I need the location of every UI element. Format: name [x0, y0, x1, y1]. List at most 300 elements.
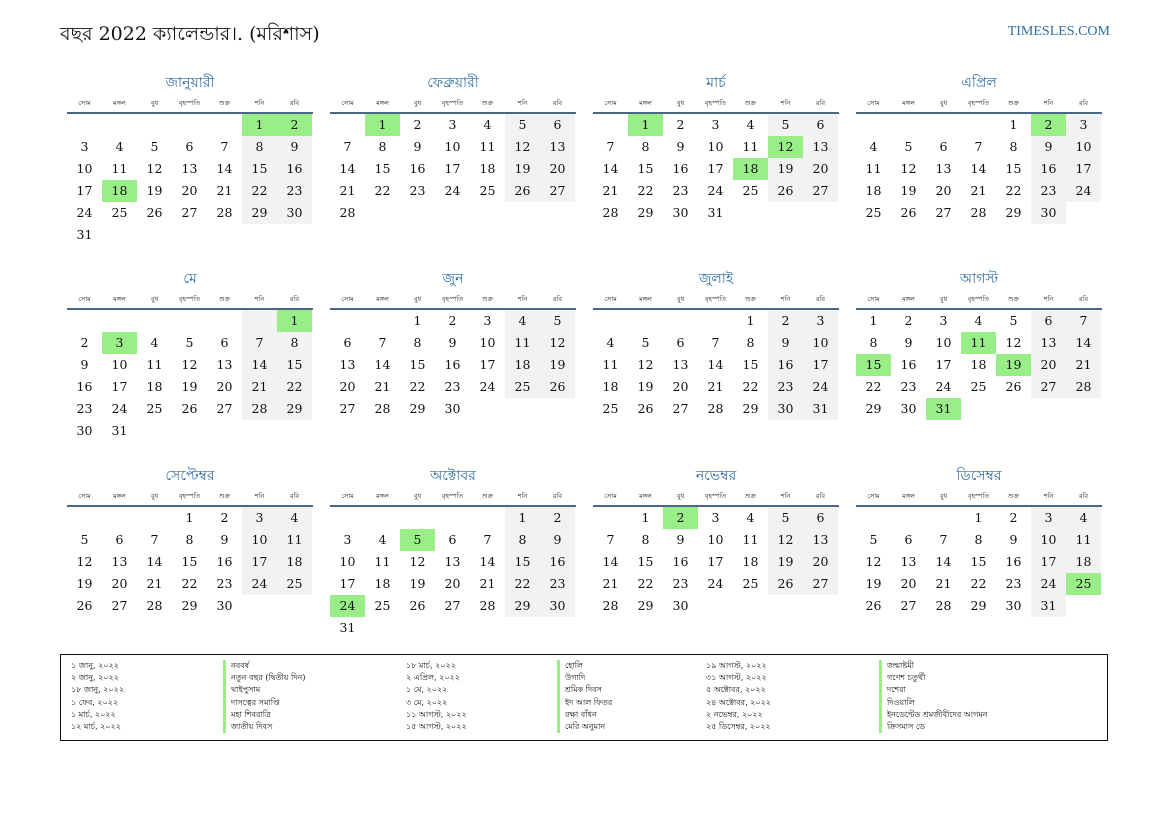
weekday-label: বৃহস্পতি: [178, 98, 201, 107]
month-7: [593, 268, 839, 420]
day-cell: 20: [540, 158, 575, 180]
day-cell: 14: [339, 161, 356, 176]
day-cell: 18: [865, 183, 882, 198]
day-cell: 4: [150, 335, 159, 350]
day-cell: 5: [505, 114, 540, 136]
week-row: [330, 354, 576, 376]
day-cell: 25: [865, 205, 882, 220]
weekday-label: বৃহস্পতি: [441, 294, 464, 303]
day-cell: 1: [185, 510, 194, 525]
week-row: [593, 573, 839, 595]
day-cell: 1: [242, 114, 277, 136]
day-cell: 17: [1031, 551, 1066, 573]
holiday-date: ১ মে, ২০২২: [406, 685, 448, 695]
day-cell: 18: [602, 379, 619, 394]
day-cell: 21: [374, 379, 391, 394]
empty-day-cell: [330, 507, 365, 529]
holiday-name: ইদ আল ফিতর: [557, 697, 612, 709]
day-cell: 4: [1066, 507, 1101, 529]
day-cell: 10: [1031, 529, 1066, 551]
weekday-label: শনি: [517, 294, 528, 303]
day-cell: 6: [1031, 310, 1066, 332]
day-cell: 16: [1031, 158, 1066, 180]
day-cell: 21: [242, 376, 277, 398]
week-row: [67, 310, 313, 332]
day-cell: 30: [672, 598, 689, 613]
empty-day-cell: [505, 398, 540, 420]
day-cell: 23: [768, 376, 803, 398]
day-cell: 21: [479, 576, 496, 591]
weekday-label: রবি: [1078, 98, 1089, 107]
day-cell: 24: [707, 576, 724, 591]
day-cell: 20: [803, 551, 838, 573]
day-cell: 20: [803, 158, 838, 180]
week-row: [330, 158, 576, 180]
day-cell: 25: [277, 573, 312, 595]
day-cell: 18: [733, 158, 768, 180]
weekday-label: বুধ: [413, 98, 422, 107]
empty-day-cell: [996, 398, 1031, 420]
day-cell: 19: [865, 576, 882, 591]
day-cell: 20: [444, 576, 461, 591]
week-row: [593, 202, 839, 224]
day-cell: 15: [181, 554, 198, 569]
empty-day-cell: [172, 114, 207, 136]
day-cell: 30: [1031, 202, 1066, 224]
day-cell: 14: [935, 554, 952, 569]
day-cell: 12: [900, 161, 917, 176]
day-cell: 4: [606, 335, 615, 350]
week-row: [330, 507, 576, 529]
day-cell: 18: [742, 554, 759, 569]
day-cell: 7: [343, 139, 352, 154]
day-cell: 3: [102, 332, 137, 354]
day-cell: 9: [220, 532, 229, 547]
day-cell: 9: [904, 335, 913, 350]
day-cell: 6: [540, 114, 575, 136]
day-cell: 2: [220, 510, 229, 525]
day-cell: 23: [76, 401, 93, 416]
day-cell: 5: [80, 532, 89, 547]
week-row: [856, 507, 1102, 529]
day-cell: 8: [1009, 139, 1018, 154]
empty-day-cell: [67, 114, 102, 136]
site-link[interactable]: TIMESLES.COM: [1007, 24, 1110, 39]
empty-day-cell: [365, 310, 400, 332]
day-cell: 10: [444, 139, 461, 154]
day-cell: 8: [185, 532, 194, 547]
holiday-date: ৫ অক্টোবর, ২০২২: [706, 685, 766, 695]
day-cell: 11: [742, 532, 759, 547]
day-cell: 4: [115, 139, 124, 154]
week-row: [856, 158, 1102, 180]
day-cell: 26: [865, 598, 882, 613]
month-name: সেপ্টেম্বর: [165, 468, 215, 484]
weekday-label: সোম: [341, 98, 354, 107]
day-cell: 11: [865, 161, 882, 176]
week-row: [593, 398, 839, 420]
holiday-date: ১ ফেব, ২০২২: [71, 697, 119, 707]
day-cell: 13: [672, 357, 689, 372]
weekday-label: শনি: [1043, 294, 1054, 303]
weekday-header: [856, 487, 1102, 507]
weekday-label: শনি: [254, 491, 265, 500]
day-cell: 2: [904, 313, 913, 328]
day-cell: 23: [277, 180, 312, 202]
day-cell: 1: [641, 510, 650, 525]
empty-day-cell: [277, 595, 312, 617]
day-cell: 14: [707, 357, 724, 372]
day-cell: 7: [974, 139, 983, 154]
day-cell: 12: [505, 136, 540, 158]
day-cell: 27: [181, 205, 198, 220]
empty-day-cell: [400, 202, 435, 224]
weekday-label: রবি: [289, 98, 300, 107]
holiday-name: ইনডেন্টেড শ্রমজীবীদের আগমন: [879, 709, 988, 721]
week-row: [67, 180, 313, 202]
holiday-name: হোলি: [557, 660, 612, 672]
day-cell: 26: [76, 598, 93, 613]
day-cell: 9: [1031, 136, 1066, 158]
day-cell: 9: [540, 529, 575, 551]
empty-day-cell: [926, 507, 961, 529]
day-cell: 22: [409, 379, 426, 394]
empty-day-cell: [172, 310, 207, 332]
day-cell: 7: [1066, 310, 1101, 332]
day-cell: 17: [444, 161, 461, 176]
weekday-label: শুক্র: [481, 491, 494, 500]
weekday-label: সোম: [867, 294, 880, 303]
empty-day-cell: [1066, 202, 1101, 224]
week-row: [593, 158, 839, 180]
empty-day-cell: [698, 595, 733, 617]
day-cell: 16: [1005, 554, 1022, 569]
day-cell: 18: [374, 576, 391, 591]
day-cell: 10: [935, 335, 952, 350]
holiday-name: জাতীয় দিবস: [223, 721, 305, 733]
weekday-header: [856, 94, 1102, 114]
day-cell: 19: [900, 183, 917, 198]
day-cell: 28: [602, 598, 619, 613]
weekday-label: মঙ্গল: [639, 491, 652, 500]
weekday-label: সোম: [78, 491, 91, 500]
weekday-label: মঙ্গল: [639, 98, 652, 107]
weekday-label: সোম: [78, 294, 91, 303]
weekday-label: বুধ: [939, 98, 948, 107]
empty-day-cell: [102, 114, 137, 136]
day-cell: 19: [76, 576, 93, 591]
day-cell: 9: [1009, 532, 1018, 547]
day-cell: 2: [1031, 114, 1066, 136]
day-cell: 18: [1066, 551, 1101, 573]
legend-column: [71, 660, 124, 733]
day-cell: 24: [1031, 573, 1066, 595]
day-cell: 6: [448, 532, 457, 547]
day-cell: 5: [768, 507, 803, 529]
day-cell: 9: [768, 332, 803, 354]
weekday-label: সোম: [867, 98, 880, 107]
holiday-date: ২ জানু, ২০২২: [71, 673, 119, 683]
weekday-label: রবি: [815, 491, 826, 500]
weekday-label: রবি: [289, 491, 300, 500]
day-cell: 15: [374, 161, 391, 176]
week-row: [593, 354, 839, 376]
day-cell: 13: [181, 161, 198, 176]
day-cell: 12: [540, 332, 575, 354]
day-cell: 25: [111, 205, 128, 220]
day-cell: 20: [216, 379, 233, 394]
week-row: [593, 376, 839, 398]
day-cell: 19: [768, 158, 803, 180]
day-cell: 12: [1005, 335, 1022, 350]
day-cell: 28: [216, 205, 233, 220]
day-cell: 14: [970, 161, 987, 176]
weekday-label: মঙ্গল: [113, 491, 126, 500]
day-cell: 21: [602, 576, 619, 591]
day-cell: 11: [742, 139, 759, 154]
day-cell: 1: [1009, 117, 1018, 132]
day-cell: 15: [277, 354, 312, 376]
day-cell: 29: [637, 205, 654, 220]
week-row: [856, 573, 1102, 595]
day-cell: 8: [974, 532, 983, 547]
day-cell: 30: [444, 401, 461, 416]
empty-day-cell: [365, 507, 400, 529]
day-cell: 26: [768, 573, 803, 595]
week-row: [593, 507, 839, 529]
weekday-header: [67, 487, 313, 507]
day-cell: 24: [479, 379, 496, 394]
empty-day-cell: [330, 114, 365, 136]
day-cell: 31: [1031, 595, 1066, 617]
weekday-label: বুধ: [413, 491, 422, 500]
week-row: [67, 398, 313, 420]
empty-day-cell: [891, 507, 926, 529]
empty-day-cell: [102, 507, 137, 529]
day-cell: 27: [540, 180, 575, 202]
day-cell: 29: [1005, 205, 1022, 220]
empty-day-cell: [1066, 398, 1101, 420]
empty-day-cell: [540, 398, 575, 420]
day-cell: 1: [746, 313, 755, 328]
day-cell: 13: [540, 136, 575, 158]
day-cell: 4: [974, 313, 983, 328]
empty-day-cell: [277, 420, 312, 442]
day-cell: 16: [540, 551, 575, 573]
empty-day-cell: [663, 310, 698, 332]
day-cell: 31: [339, 620, 356, 635]
day-cell: 22: [970, 576, 987, 591]
day-cell: 20: [1031, 354, 1066, 376]
week-row: [67, 507, 313, 529]
holiday-name: মেরি অনুমান: [557, 721, 612, 733]
weekday-label: শনি: [517, 491, 528, 500]
day-cell: 12: [768, 136, 803, 158]
day-cell: 4: [483, 117, 492, 132]
day-cell: 18: [505, 354, 540, 376]
day-cell: 5: [185, 335, 194, 350]
day-cell: 16: [768, 354, 803, 376]
month-name: ডিসেম্বর: [956, 468, 1002, 484]
day-cell: 12: [146, 161, 163, 176]
day-cell: 29: [409, 401, 426, 416]
week-row: [67, 136, 313, 158]
day-cell: 27: [803, 573, 838, 595]
day-cell: 24: [76, 205, 93, 220]
day-cell: 6: [220, 335, 229, 350]
day-cell: 5: [869, 532, 878, 547]
day-cell: 14: [602, 554, 619, 569]
day-cell: 8: [641, 532, 650, 547]
empty-day-cell: [505, 617, 540, 639]
empty-day-cell: [400, 507, 435, 529]
empty-day-cell: [365, 202, 400, 224]
day-cell: 20: [935, 183, 952, 198]
weekday-label: সোম: [867, 491, 880, 500]
week-row: [856, 180, 1102, 202]
day-cell: 13: [803, 529, 838, 551]
day-cell: 13: [444, 554, 461, 569]
weekday-label: শনি: [254, 98, 265, 107]
holiday-date: ৩ মে, ২০২২: [406, 697, 448, 707]
day-cell: 17: [935, 357, 952, 372]
day-cell: 21: [1066, 354, 1101, 376]
weekday-label: শুক্র: [218, 294, 231, 303]
day-cell: 22: [637, 183, 654, 198]
weekday-label: বৃহস্পতি: [178, 491, 201, 500]
weekday-label: শুক্র: [218, 98, 231, 107]
week-row: [856, 332, 1102, 354]
day-cell: 26: [900, 205, 917, 220]
holiday-date: ২৫ ডিসেম্বর, ২০২২: [706, 721, 771, 731]
week-row: [856, 398, 1102, 420]
day-cell: 14: [216, 161, 233, 176]
week-row: [593, 529, 839, 551]
empty-day-cell: [207, 310, 242, 332]
day-cell: 9: [676, 532, 685, 547]
day-cell: 16: [76, 379, 93, 394]
day-cell: 11: [1066, 529, 1101, 551]
week-row: [330, 376, 576, 398]
weekday-label: মঙ্গল: [902, 294, 915, 303]
weekday-label: বৃহস্পতি: [441, 491, 464, 500]
day-cell: 26: [768, 180, 803, 202]
day-cell: 3: [80, 139, 89, 154]
day-cell: 23: [540, 573, 575, 595]
week-row: [330, 114, 576, 136]
empty-day-cell: [242, 310, 277, 332]
day-cell: 21: [216, 183, 233, 198]
day-cell: 16: [900, 357, 917, 372]
day-cell: 15: [505, 551, 540, 573]
day-cell: 28: [707, 401, 724, 416]
day-cell: 23: [216, 576, 233, 591]
day-cell: 8: [413, 335, 422, 350]
weekday-header: [593, 290, 839, 310]
month-9: [67, 465, 313, 617]
empty-day-cell: [733, 595, 768, 617]
day-cell: 8: [869, 335, 878, 350]
holiday-name: রক্ষা বাঁধন: [557, 709, 612, 721]
week-row: [593, 551, 839, 573]
weekday-label: রবি: [552, 294, 563, 303]
empty-day-cell: [137, 114, 172, 136]
week-row: [330, 573, 576, 595]
month-10: [330, 465, 576, 639]
day-cell: 5: [641, 335, 650, 350]
day-cell: 27: [111, 598, 128, 613]
day-cell: 29: [970, 598, 987, 613]
month-12: [856, 465, 1102, 617]
day-cell: 28: [339, 205, 356, 220]
day-cell: 18: [970, 357, 987, 372]
day-cell: 1: [413, 313, 422, 328]
day-cell: 10: [707, 139, 724, 154]
day-cell: 22: [865, 379, 882, 394]
day-cell: 27: [216, 401, 233, 416]
day-cell: 20: [181, 183, 198, 198]
day-cell: 13: [216, 357, 233, 372]
day-cell: 28: [1066, 376, 1101, 398]
day-cell: 1: [628, 114, 663, 136]
day-cell: 8: [505, 529, 540, 551]
weekday-label: শনি: [780, 491, 791, 500]
day-cell: 21: [935, 576, 952, 591]
day-cell: 14: [374, 357, 391, 372]
empty-day-cell: [1031, 398, 1066, 420]
week-row: [856, 354, 1102, 376]
empty-day-cell: [137, 310, 172, 332]
day-cell: 29: [181, 598, 198, 613]
day-cell: 22: [742, 379, 759, 394]
day-cell: 1: [277, 310, 312, 332]
holiday-date: ২ এপ্রিল, ২০২২: [406, 673, 460, 683]
week-row: [593, 332, 839, 354]
day-cell: 10: [479, 335, 496, 350]
day-cell: 5: [540, 310, 575, 332]
day-cell: 3: [711, 117, 720, 132]
empty-day-cell: [856, 114, 891, 136]
weekday-label: সোম: [604, 294, 617, 303]
empty-day-cell: [768, 202, 803, 224]
day-cell: 15: [1005, 161, 1022, 176]
day-cell: 14: [242, 354, 277, 376]
day-cell: 31: [803, 398, 838, 420]
day-cell: 6: [803, 114, 838, 136]
day-cell: 9: [448, 335, 457, 350]
day-cell: 19: [505, 158, 540, 180]
day-cell: 22: [277, 376, 312, 398]
empty-day-cell: [172, 420, 207, 442]
weekday-label: সোম: [341, 491, 354, 500]
day-cell: 12: [637, 357, 654, 372]
week-row: [593, 595, 839, 617]
week-row: [330, 310, 576, 332]
day-cell: 31: [707, 205, 724, 220]
day-cell: 2: [277, 114, 312, 136]
day-cell: 15: [637, 161, 654, 176]
weekday-label: শনি: [1043, 98, 1054, 107]
day-cell: 28: [602, 205, 619, 220]
weekday-label: শনি: [1043, 491, 1054, 500]
day-cell: 27: [935, 205, 952, 220]
day-cell: 15: [637, 554, 654, 569]
legend-column: [223, 660, 305, 733]
day-cell: 22: [1005, 183, 1022, 198]
week-row: [856, 551, 1102, 573]
day-cell: 18: [479, 161, 496, 176]
empty-day-cell: [67, 310, 102, 332]
